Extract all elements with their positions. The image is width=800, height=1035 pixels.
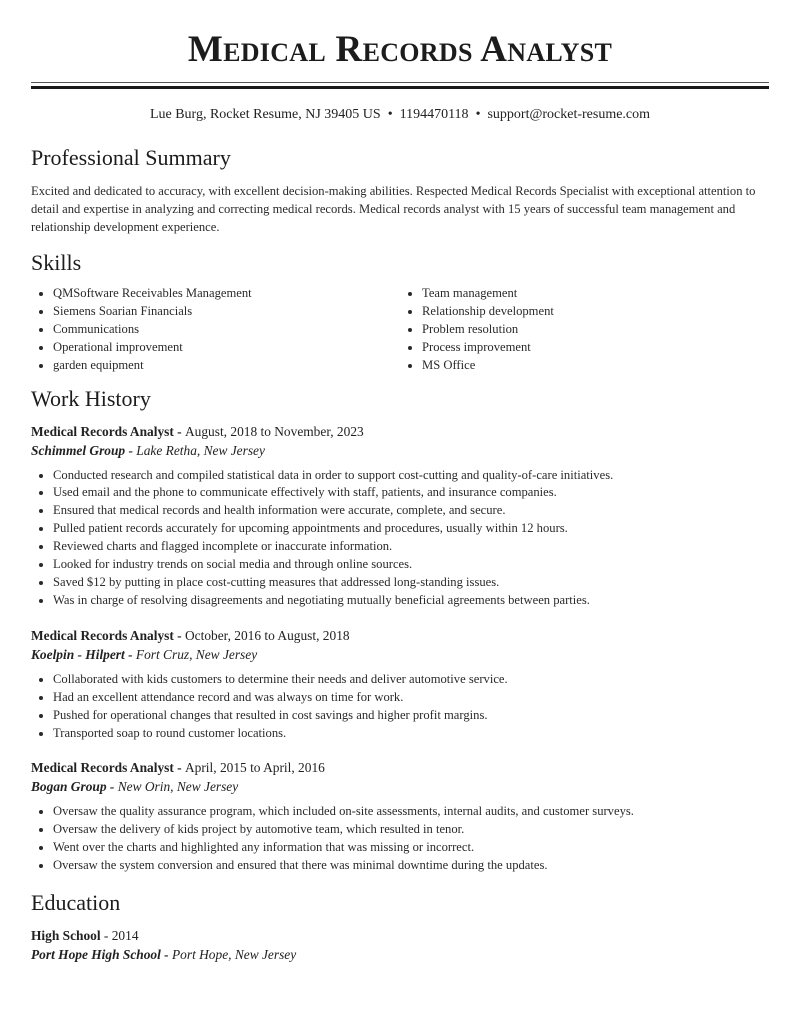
job-entry [31,422,769,610]
job-bullet: • Had an excellent attendance record and was always on time for work. [53,689,769,707]
section-heading-skills: Skills [31,250,82,275]
job-bullet: • Conducted research and compiled statistical data in order to support cost-cutting and quality-of-care initiatives. [53,467,769,485]
skills-list-right [400,285,769,375]
job-title: Medical Records Analyst [31,627,174,643]
job-bullet: • Pushed for operational changes that resulted in cost savings and higher profit margins. [53,707,769,725]
job-dates: April, 2015 to April, 2016 [184,760,325,776]
skill-item: • Relationship development [422,303,769,321]
skill-item: • garden equipment [53,357,400,375]
job-title-line [31,758,769,777]
skill-item: • Process improvement [422,339,769,357]
job-bullet: • Saved $12 by putting in place cost-cutting measures that addressed long-standing issues. [53,574,769,592]
job-bullet: • Transported soap to round customer locations. [53,725,769,743]
dash: - [124,646,136,662]
job-dates: October, 2016 to August, 2018 [184,627,350,643]
skills-section [31,249,769,375]
job-bullets [31,671,769,743]
dash: - [160,947,172,963]
job-bullet: • Ensured that medical records and health information were accurate, complete, and secure. [53,502,769,520]
skill-item: • Problem resolution [422,321,769,339]
company-line [31,645,769,664]
job-bullet: • Went over the charts and highlighted any information that was missing or incorrect. [53,839,769,857]
job-title-line [31,422,769,441]
job-dates: August, 2018 to November, 2023 [184,423,364,439]
section-heading-education: Education [31,890,121,916]
company-location: New Orin, New Jersey [117,779,239,795]
skills-list-left [31,285,400,375]
company-location: Fort Cruz, New Jersey [135,646,258,662]
job-title: Medical Records Analyst [31,760,174,776]
skill-item: • Operational improvement [53,339,400,357]
resume-title: Medical Records Analyst [187,29,613,70]
skill-item: • MS Office [422,357,769,375]
company-name: Koelpin - Hilpert [31,646,125,662]
dash: - [106,779,118,795]
contact-address: Lue Burg, Rocket Resume, NJ 39405 US [149,107,381,122]
contact-email: support@rocket-resume.com [487,107,651,122]
dash: - [125,442,137,458]
school-location: Port Hope, New Jersey [171,947,297,963]
degree-line [31,926,769,945]
company-location: Lake Retha, New Jersey [136,442,265,458]
rule-thick [31,86,769,89]
job-entry [31,626,769,743]
job-bullet: • Looked for industry trends on social media and through online sources. [53,556,769,574]
work-history-section [31,385,769,876]
degree: High School [31,928,101,944]
dash: - [173,627,185,643]
job-bullet: • Oversaw the system conversion and ensured that there was minimal downtime during the updates. [53,857,769,875]
contact-line [31,106,769,124]
school-line [31,945,769,964]
professional-summary-section [31,144,769,236]
job-bullet: • Used email and the phone to communicate effectively with staff, patients, and insurance companies. [53,484,769,502]
school-name: Port Hope High School [31,947,161,963]
skill-item: • Siemens Soarian Financials [53,303,400,321]
dash: - [173,423,185,439]
bullet-separator: • [475,107,481,122]
dash: - [100,928,112,944]
company-name: Schimmel Group [31,442,126,458]
job-title: Medical Records Analyst [31,423,174,439]
job-bullet: • Collaborated with kids customers to determine their needs and deliver automotive service. [53,671,769,689]
graduation-year: 2014 [111,928,139,944]
job-bullet: • Reviewed charts and flagged incomplete or inaccurate information. [53,538,769,556]
job-bullet: • Oversaw the quality assurance program, which included on-site assessments, internal audits, and customer surveys. [53,803,769,821]
education-entry [31,926,769,964]
company-line [31,777,769,796]
company-name: Bogan Group [31,779,107,795]
job-bullets [31,467,769,610]
section-heading-summary: Professional Summary [31,145,231,170]
contact-phone: 1194470118 [399,107,469,122]
skill-item: • Team management [422,285,769,303]
section-heading-work-history: Work History [31,385,151,411]
skills-columns [31,285,769,375]
job-bullet: • Pulled patient records accurately for upcoming appointments and procedures, usually within 12 hours. [53,520,769,538]
company-line [31,441,769,460]
job-bullet: • Oversaw the delivery of kids project by automotive team, which resulted in tenor. [53,821,769,839]
summary-text: Excited and dedicated to accuracy, with excellent decision-making abilities. Respected Medical Records Specialist with exceptional attention to detail and expertise in analyzing and correcting medical records. Medical records analyst with 15 years of successful team management and relationship development experience. [31,184,756,234]
bullet-separator: • [387,107,393,122]
education-section [31,889,769,964]
job-title-line [31,626,769,645]
skill-item: • Communications [53,321,400,339]
rule-thin [31,82,769,83]
skill-item: • QMSoftware Receivables Management [53,285,400,303]
job-bullets [31,803,769,875]
dash: - [173,760,185,776]
job-bullet: • Was in charge of resolving disagreements and negotiating mutually beneficial agreements between parties. [53,592,769,610]
job-entry [31,758,769,875]
header-double-rule [31,82,769,89]
